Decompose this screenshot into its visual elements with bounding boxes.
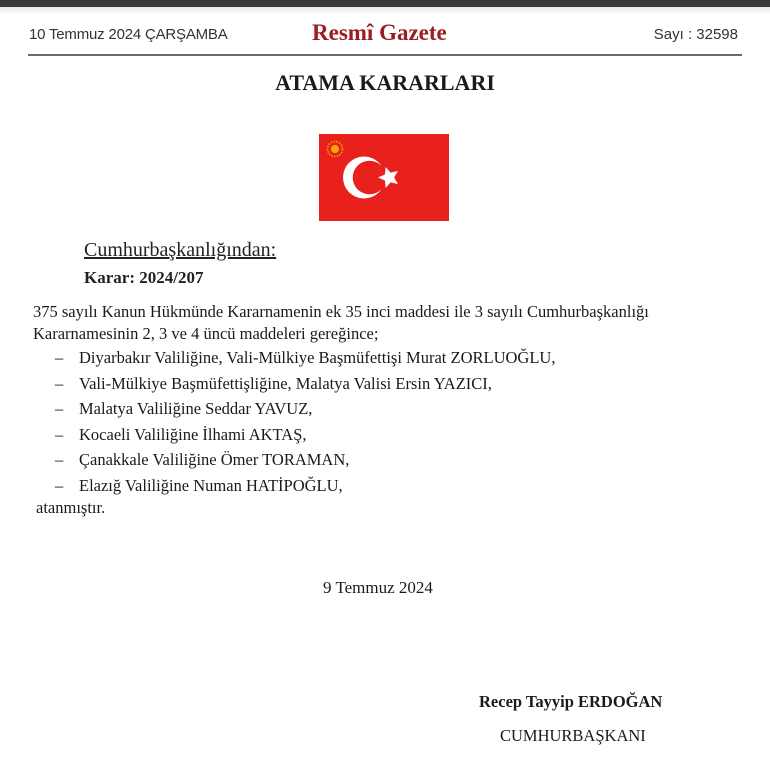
list-dash: – [55, 348, 64, 367]
document-title: ATAMA KARARLARI [275, 70, 495, 95]
appointment-text: Vali-Mülkiye Başmüfettişliğine, Malatya Valisi Ersin YAZICI, [79, 373, 492, 393]
appointment-text: Kocaeli Valiliğine İlhami AKTAŞ, [79, 424, 307, 444]
legal-basis-text: 375 sayılı Kanun Hükmünde Kararnamenin ek 35 inci maddesi ile 3 sayılı Cumhurbaşkanlığı Kararnamesinin 2, 3 ve 4 üncü maddeleri gereğince; [33, 302, 649, 343]
publication-title: Resmî Gazete [312, 20, 447, 45]
decision-date: 9 Temmuz 2024 [323, 578, 433, 597]
top-bar [0, 0, 770, 7]
list-dash: – [55, 424, 64, 444]
appointment-text: Malatya Valiliğine Seddar YAVUZ, [79, 399, 313, 418]
appointment-item [55, 371, 555, 397]
appointment-text: Çanakkale Valiliğine Ömer TORAMAN, [79, 450, 350, 469]
appointment-list [55, 345, 555, 498]
presidential-flag-icon [319, 134, 449, 221]
header-date: 10 Temmuz 2024 ÇARŞAMBA [29, 26, 228, 43]
appointment-item [55, 345, 555, 371]
appointment-item [55, 473, 555, 499]
top-shadow [0, 7, 770, 15]
appointment-text: Diyarbakır Valiliğine, Vali-Mülkiye Başmüfettişi Murat ZORLUOĞLU, [79, 348, 556, 367]
list-dash: – [55, 399, 64, 418]
appointment-item [55, 447, 555, 473]
appointment-item [55, 396, 555, 422]
list-dash: – [55, 450, 64, 469]
issue-number: Sayı : 32598 [653, 26, 738, 43]
signer-title: CUMHURBAŞKANI [500, 726, 646, 745]
header-divider [28, 54, 742, 56]
list-dash: – [55, 373, 64, 393]
closing-text: atanmıştır. [36, 498, 106, 517]
decision-number: Karar: 2024/207 [84, 268, 204, 287]
appointment-text: Elazığ Valiliğine Numan HATİPOĞLU, [79, 475, 343, 495]
list-dash: – [55, 475, 64, 495]
signer-name: Recep Tayyip ERDOĞAN [479, 692, 663, 711]
issuing-authority: Cumhurbaşkanlığından: [84, 239, 277, 261]
appointment-item [55, 422, 555, 448]
